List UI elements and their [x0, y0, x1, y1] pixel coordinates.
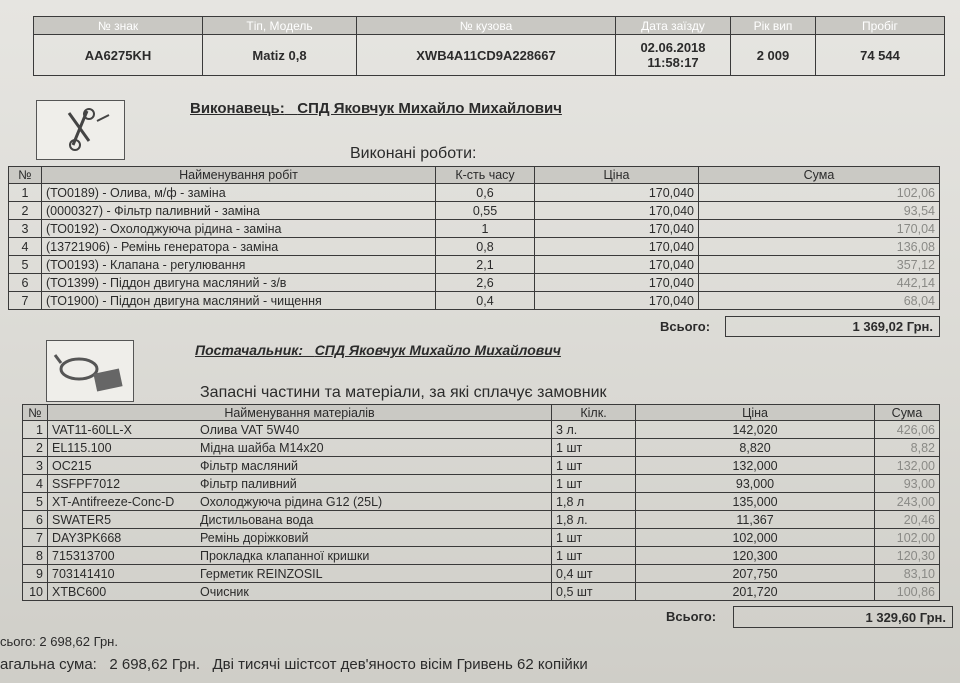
works-row [9, 238, 940, 256]
parts-row-qty: 1 шт [552, 475, 636, 493]
plate-value: AA6275KH [34, 35, 203, 76]
works-row-name: (ТО0193) - Клапана - регулювання [42, 256, 436, 274]
works-row [9, 256, 940, 274]
parts-row [23, 511, 940, 529]
works-row-price: 170,040 [535, 274, 699, 292]
parts-row-price: 93,000 [636, 475, 875, 493]
vehicle-data-row [34, 35, 945, 76]
parts-total-label: Всього: [666, 609, 717, 624]
parts-row-price: 201,720 [636, 583, 875, 601]
parts-row-name: Фільтр масляний [196, 457, 552, 475]
mileage-value: 74 544 [816, 35, 945, 76]
parts-row-qty: 3 л. [552, 421, 636, 439]
works-row-qty: 1 [436, 220, 535, 238]
works-row [9, 202, 940, 220]
parts-row-num: 10 [23, 583, 48, 601]
works-row-qty: 0,6 [436, 184, 535, 202]
works-row-name: (0000327) - Фільтр паливний - заміна [42, 202, 436, 220]
parts-row-code: EL115.100 [48, 439, 197, 457]
parts-row-sum: 83,10 [875, 565, 940, 583]
works-row-num: 4 [9, 238, 42, 256]
parts-row-code: DAY3PK668 [48, 529, 197, 547]
works-row-name: (ТО1900) - Піддон двигуна масляний - чищення [42, 292, 436, 310]
works-row [9, 292, 940, 310]
parts-row-code: 715313700 [48, 547, 197, 565]
date-cell [616, 35, 731, 76]
works-row-price: 170,040 [535, 256, 699, 274]
parts-row-qty: 1 шт [552, 439, 636, 457]
parts-row-name: Герметик REINZOSIL [196, 565, 552, 583]
parts-row-price: 102,000 [636, 529, 875, 547]
vehicle-header-row [34, 17, 945, 35]
parts-header-price: Ціна [636, 405, 875, 421]
parts-row-num: 2 [23, 439, 48, 457]
parts-row-sum: 20,46 [875, 511, 940, 529]
works-row-name: (13721906) - Ремінь генератора - заміна [42, 238, 436, 256]
parts-row [23, 583, 940, 601]
works-row-qty: 0,55 [436, 202, 535, 220]
works-row-price: 170,040 [535, 292, 699, 310]
parts-row-code: 703141410 [48, 565, 197, 583]
overall-total: сього: 2 698,62 Грн. [0, 634, 118, 649]
header-mileage: Пробіг [816, 17, 945, 35]
parts-row-sum: 243,00 [875, 493, 940, 511]
header-plate: № знак [34, 17, 203, 35]
parts-row-price: 8,820 [636, 439, 875, 457]
parts-title: Запасні частини та матеріали, за які сплачує замовник [200, 384, 607, 401]
works-row-sum: 170,04 [699, 220, 940, 238]
parts-header-row [23, 405, 940, 421]
parts-row-price: 207,750 [636, 565, 875, 583]
parts-row [23, 529, 940, 547]
parts-row [23, 457, 940, 475]
parts-row-name: Охолоджуюча рідина G12 (25L) [196, 493, 552, 511]
works-body [9, 184, 940, 310]
vin-value: XWB4A11CD9A228667 [357, 35, 616, 76]
works-header-sum: Сума [699, 167, 940, 184]
parts-row [23, 493, 940, 511]
works-total-label: Всього: [660, 319, 711, 334]
model-value: Matiz 0,8 [203, 35, 357, 76]
parts-row-sum: 120,30 [875, 547, 940, 565]
parts-row-price: 135,000 [636, 493, 875, 511]
parts-row [23, 547, 940, 565]
works-table [8, 166, 940, 310]
parts-row-num: 3 [23, 457, 48, 475]
grand-total-label: агальна сума: [0, 656, 97, 673]
works-title: Виконані роботи: [350, 145, 477, 162]
date-value: 02.06.2018 [640, 40, 706, 55]
parts-row-price: 120,300 [636, 547, 875, 565]
works-row-qty: 2,1 [436, 256, 535, 274]
parts-row [23, 439, 940, 457]
parts-row-price: 142,020 [636, 421, 875, 439]
parts-row-price: 132,000 [636, 457, 875, 475]
works-total-value: 1 369,02 Грн. [725, 316, 940, 337]
works-row-price: 170,040 [535, 202, 699, 220]
parts-header-qty: Кілк. [552, 405, 636, 421]
parts-row-qty: 1,8 л. [552, 511, 636, 529]
parts-row-qty: 0,5 шт [552, 583, 636, 601]
parts-row-num: 9 [23, 565, 48, 583]
works-header-qty: К-сть часу [436, 167, 535, 184]
parts-row-sum: 132,00 [875, 457, 940, 475]
parts-row-name: Фільтр паливний [196, 475, 552, 493]
year-value: 2 009 [731, 35, 816, 76]
works-row-price: 170,040 [535, 220, 699, 238]
works-row-num: 1 [9, 184, 42, 202]
parts-row-sum: 102,00 [875, 529, 940, 547]
parts-header-sum: Сума [875, 405, 940, 421]
parts-row-qty: 1,8 л [552, 493, 636, 511]
vehicle-info-table [33, 16, 945, 76]
supplier-line [195, 342, 561, 358]
parts-row-qty: 1 шт [552, 529, 636, 547]
parts-total-value: 1 329,60 Грн. [733, 606, 953, 628]
header-date: Дата заїзду [616, 17, 731, 35]
parts-row-num: 1 [23, 421, 48, 439]
works-row-sum: 102,06 [699, 184, 940, 202]
works-row-num: 5 [9, 256, 42, 274]
parts-row-code: XTBC600 [48, 583, 197, 601]
supplier-name: СПД Яковчук Михайло Михайлович [314, 342, 561, 358]
works-row-sum: 357,12 [699, 256, 940, 274]
parts-row-price: 11,367 [636, 511, 875, 529]
parts-header-name: Найменування матеріалів [48, 405, 552, 421]
parts-row-code: SWATER5 [48, 511, 197, 529]
parts-row-code: SSFPF7012 [48, 475, 197, 493]
parts-row-sum: 8,82 [875, 439, 940, 457]
parts-row-code: VAT11-60LL-X [48, 421, 197, 439]
parts-body [23, 421, 940, 601]
works-header-price: Ціна [535, 167, 699, 184]
grand-total-value: 2 698,62 Грн. [109, 656, 200, 673]
parts-row-name: Очисник [196, 583, 552, 601]
parts-row-name: Мідна шайба М14х20 [196, 439, 552, 457]
parts-logo-icon [46, 340, 134, 402]
parts-row-code: XT-Antifreeze-Conc-D [48, 493, 197, 511]
works-row-num: 7 [9, 292, 42, 310]
works-row-name: (ТО1399) - Піддон двигуна масляний - з/в [42, 274, 436, 292]
works-row [9, 220, 940, 238]
parts-row-num: 5 [23, 493, 48, 511]
supplier-label: Постачальник: [195, 342, 304, 358]
header-year: Рік вип [731, 17, 816, 35]
works-row-sum: 442,14 [699, 274, 940, 292]
header-model: Тіп, Модель [203, 17, 357, 35]
works-row-sum: 93,54 [699, 202, 940, 220]
performer-name: СПД Яковчук Михайло Михайлович [297, 100, 562, 117]
parts-header-num: № [23, 405, 48, 421]
parts-row [23, 475, 940, 493]
works-header-num: № [9, 167, 42, 184]
parts-row-num: 8 [23, 547, 48, 565]
header-vin: № кузова [357, 17, 616, 35]
parts-table [22, 404, 940, 601]
works-row-qty: 2,6 [436, 274, 535, 292]
works-row-qty: 0,4 [436, 292, 535, 310]
works-row-sum: 68,04 [699, 292, 940, 310]
parts-row-qty: 1 шт [552, 457, 636, 475]
works-row-price: 170,040 [535, 238, 699, 256]
parts-row-sum: 93,00 [875, 475, 940, 493]
works-row-name: (ТО0192) - Охолоджуюча рідина - заміна [42, 220, 436, 238]
works-row-num: 6 [9, 274, 42, 292]
parts-row-name: Олива VAT 5W40 [196, 421, 552, 439]
performer-line [190, 100, 562, 117]
grand-total-line [0, 656, 588, 673]
works-row [9, 274, 940, 292]
wrench-logo-icon [36, 100, 125, 160]
parts-row-sum: 100,86 [875, 583, 940, 601]
works-header-name: Найменування робіт [42, 167, 436, 184]
works-row-price: 170,040 [535, 184, 699, 202]
works-row-sum: 136,08 [699, 238, 940, 256]
parts-row [23, 565, 940, 583]
parts-row-num: 7 [23, 529, 48, 547]
works-row-name: (ТО0189) - Олива, м/ф - заміна [42, 184, 436, 202]
grand-total-words: Дві тисячі шістсот дев'яносто вісім Гривень 62 копійки [212, 656, 588, 673]
works-row-num: 2 [9, 202, 42, 220]
works-row [9, 184, 940, 202]
works-row-num: 3 [9, 220, 42, 238]
parts-row-name: Дистильована вода [196, 511, 552, 529]
parts-row-qty: 1 шт [552, 547, 636, 565]
parts-row-name: Прокладка клапанної кришки [196, 547, 552, 565]
performer-label: Виконавець: [190, 100, 285, 117]
parts-row-num: 6 [23, 511, 48, 529]
parts-row-name: Ремінь доріжковий [196, 529, 552, 547]
works-row-qty: 0,8 [436, 238, 535, 256]
parts-row-qty: 0,4 шт [552, 565, 636, 583]
time-value: 11:58:17 [647, 55, 699, 70]
parts-row [23, 421, 940, 439]
parts-row-code: OC215 [48, 457, 197, 475]
parts-row-num: 4 [23, 475, 48, 493]
works-header-row [9, 167, 940, 184]
parts-row-sum: 426,06 [875, 421, 940, 439]
